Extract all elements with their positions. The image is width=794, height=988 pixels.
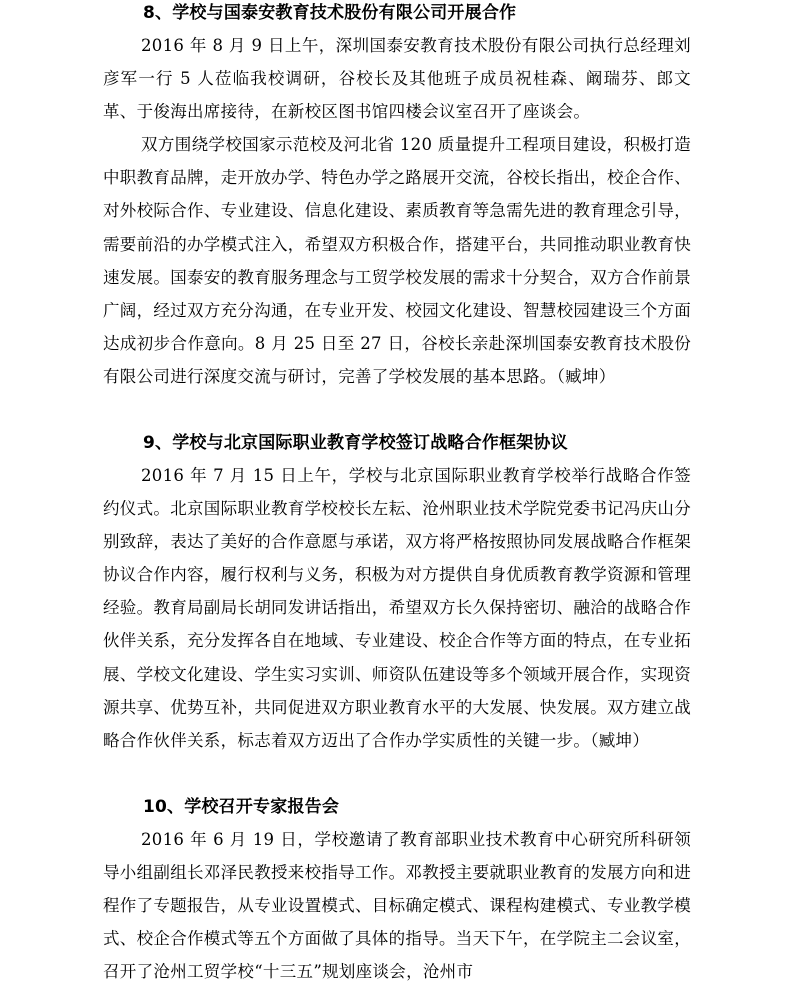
- section-9-paragraph-1: 2016 年 7 月 15 日上午，学校与北京国际职业教育学校举行战略合作签约仪式。北京国际职业教育学校校长左耘、沧州职业技术学院党委书记冯庆山分别致辞，表达了美好的合作意愿与承诺，双方将严格按照协同发展战略合作框架协议合作内容，履行权利与义务，积极为对方提供自身优质教育教学资源和管理经验。教育局副局长胡同发讲话指出，希望双方长久保持密切、融洽的战略合作伙伴关系，充分发挥各自在地域、专业建设、校企合作等方面的特点，在专业拓展、学校文化建设、学生实习实训、师资队伍建设等多个领域开展合作，实现资源共享、优势互补，共同促进双方职业教育水平的大发展、快发展。双方建立战略合作伙伴关系，标志着双方迈出了合作办学实质性的关键一步。（臧坤）: [103, 466, 691, 750]
- section-9-body: [103, 459, 691, 757]
- section-8-heading: 8、学校与国泰安教育技术股份有限公司开展合作: [143, 3, 517, 23]
- section-10-body: [103, 823, 691, 988]
- section-10-heading: 10、学校召开专家报告会: [143, 797, 340, 817]
- section-9-heading: 9、学校与北京国际职业教育学校签订战略合作框架协议: [143, 433, 568, 453]
- section-8-paragraph-1: 2016 年 8 月 9 日上午，深圳国泰安教育技术股份有限公司执行总经理刘彦军一行 5 人莅临我校调研，谷校长及其他班子成员祝桂森、阚瑞芬、郎文革、于俊海出席接待，在新校区图书馆四楼会议室召开了座谈会。: [103, 36, 691, 122]
- section-10-paragraph-1: 2016 年 6 月 19 日，学校邀请了教育部职业技术教育中心研究所科研领导小组副组长邓泽民教授来校指导工作。邓教授主要就职业教育的发展方向和进程作了专题报告，从专业设置模式、目标确定模式、课程构建模式、专业教学模式、校企合作模式等五个方面做了具体的指导。当天下午，在学院主二会议室，召开了沧州工贸学校“十三五”规划座谈会，沧州市: [103, 830, 691, 982]
- section-8-paragraph-2: 双方围绕学校国家示范校及河北省 120 质量提升工程项目建设，积极打造中职教育品牌，走开放办学、特色办学之路展开交流，谷校长指出，校企合作、对外校际合作、专业建设、信息化建设、素质教育等急需先进的教育理念引导，需要前沿的办学模式注入，希望双方积极合作，搭建平台，共同推动职业教育快速发展。国泰安的教育服务理念与工贸学校发展的需求十分契合，双方合作前景广阔，经过双方充分沟通，在专业开发、校园文化建设、智慧校园建设三个方面达成初步合作意向。8 月 25 日至 27 日，谷校长亲赴深圳国泰安教育技术股份有限公司进行深度交流与研讨，完善了学校发展的基本思路。（臧坤）: [103, 135, 691, 386]
- section-8-body: [103, 29, 691, 393]
